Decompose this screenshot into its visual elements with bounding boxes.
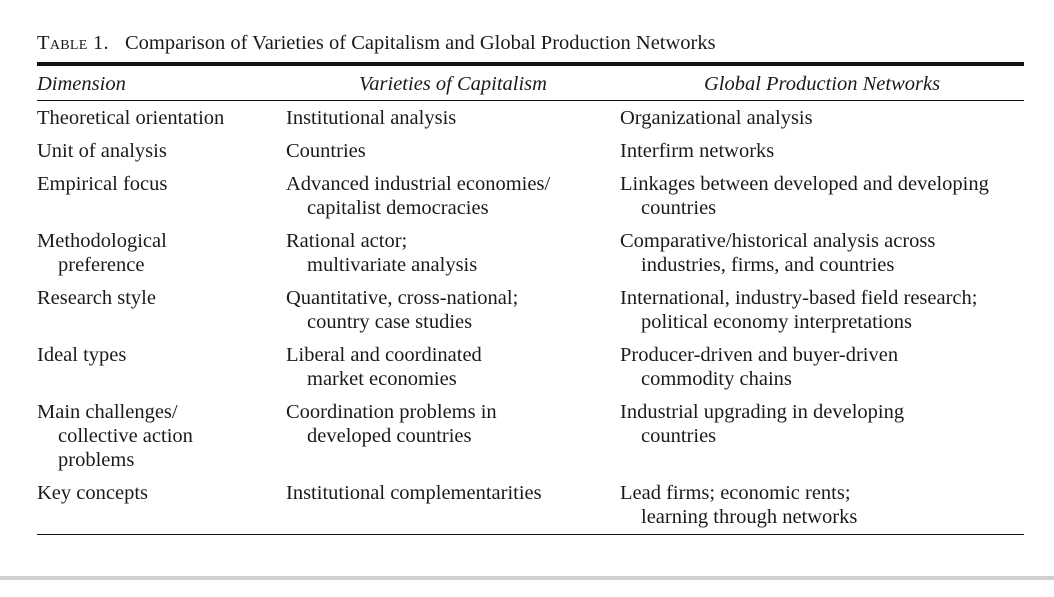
gpn-cell: Interfirm networks (620, 140, 775, 162)
table-row (37, 481, 1024, 535)
table-row (37, 229, 1024, 286)
dimension-cell: Theoretical orientation (37, 107, 225, 129)
voc-cell: Institutional analysis (286, 107, 457, 129)
dimension-cell: Research style (37, 287, 156, 309)
page-bottom-divider (0, 576, 1054, 580)
header-global-production-networks: Global Production Networks (620, 66, 1024, 101)
gpn-cell: Organizational analysis (620, 107, 813, 129)
table-title: Comparison of Varieties of Capitalism and Global Production Networks (124, 32, 716, 54)
table-label: Table 1. (37, 32, 109, 54)
gpn-cell: Producer-driven and buyer-driven commodity chains (620, 344, 899, 390)
gpn-cell: Comparative/historical analysis across industries, firms, and countries (620, 230, 936, 276)
gpn-cell: Linkages between developed and developing countries (620, 173, 989, 219)
gpn-cell: Lead firms; economic rents; learning through networks (620, 482, 858, 528)
voc-cell: Quantitative, cross-national; country case studies (286, 287, 519, 333)
voc-cell: Coordination problems in developed countries (286, 401, 497, 447)
dimension-cell: Main challenges/ collective action problems (37, 401, 193, 471)
gpn-cell: International, industry-based field research; political economy interpretations (620, 287, 978, 333)
voc-cell: Liberal and coordinated market economies (286, 344, 482, 390)
dimension-cell: Unit of analysis (37, 140, 167, 162)
gpn-cell: Industrial upgrading in developing countries (620, 401, 905, 447)
dimension-cell: Empirical focus (37, 173, 168, 195)
table-figure (37, 30, 1024, 535)
table-row (37, 400, 1024, 481)
dimension-cell: Key concepts (37, 482, 148, 504)
table-row (37, 343, 1024, 400)
voc-cell: Countries (286, 140, 366, 162)
dimension-cell: Ideal types (37, 344, 127, 366)
header-dimension: Dimension (37, 66, 286, 101)
header-varieties-of-capitalism: Varieties of Capitalism (286, 66, 620, 101)
voc-cell: Advanced industrial economies/ capitalist democracies (286, 173, 551, 219)
table-row (37, 101, 1024, 140)
table-row (37, 139, 1024, 172)
voc-cell: Institutional complementarities (286, 482, 542, 504)
voc-cell: Rational actor; multivariate analysis (286, 230, 478, 276)
table-row (37, 286, 1024, 343)
dimension-cell: Methodological preference (37, 230, 167, 276)
header-row (37, 66, 1024, 101)
table-caption (37, 30, 1024, 58)
comparison-table (37, 66, 1024, 535)
table-row (37, 172, 1024, 229)
